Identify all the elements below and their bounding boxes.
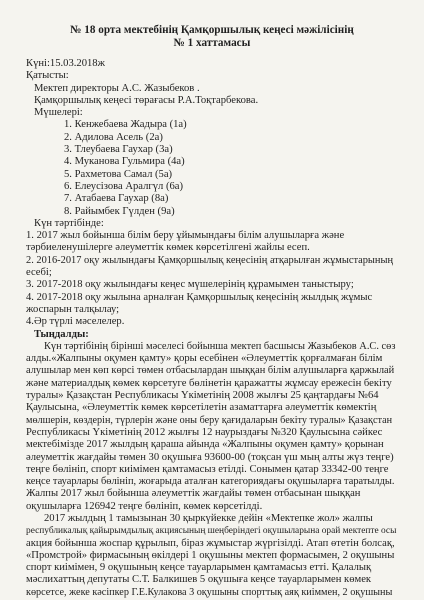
agenda-label: Күн тәртібінде:: [34, 217, 104, 229]
paragraph-line: туралы» Қазақстан Республикасы Үкіметінің 2008 жылғы 25 қаңтардағы №64: [26, 390, 379, 402]
paragraph-line: кеңсе тауарлары бөлініп, жоғарыда аталған категориядағы оқушыларға таратылды.: [26, 476, 395, 488]
paragraph-1: [26, 341, 398, 513]
agenda-line: жоспарын талқылау;: [26, 303, 120, 315]
paragraph-line: республикалық қайырымдылық акциясының шеңберіндегі оқушыларына орай мектепте осы: [26, 526, 397, 537]
agenda-line: 2. 2016-2017 оқу жылындағы Қамқоршылық кеңесінің атқарылған жұмыстарының: [26, 254, 394, 266]
document-subtitle: № 1 хаттамасы: [173, 37, 251, 49]
paragraph-line: Республикасы Үкіметінің 2012 жылғы 12 наурыздағы №320 Қаулысына сәйкес: [26, 426, 383, 438]
paragraph-line: алушылар мен көп көрсі төмен отбасылардан шыққан білім алушыларға қаржылай: [26, 365, 395, 377]
document-title: № 18 орта мектебінің Қамқоршылық кеңесі мәжілісінің: [70, 24, 354, 36]
heard-label: Тыңдалды:: [34, 328, 89, 340]
paragraph-line: алды.«Жалпыны оқумен қамту» қоры есебінен «Әлеуметтік қорғалмаған білім: [26, 353, 383, 365]
attendees-label: Қатысты:: [26, 70, 69, 82]
members-label: Мүшелері:: [34, 107, 83, 119]
members-list: [26, 119, 398, 217]
paragraph-2: [26, 513, 398, 599]
agenda-line: 1. 2017 жыл бойынша білім беру ұйымындағы білім алушыларға және: [26, 230, 345, 242]
paragraph-line: көрсетсе, жеке кәсіпкер Г.Е.Кулакова 3 оқушыны спорттық аяқ киіммен, 2 оқушыны: [26, 586, 393, 598]
paragraph-line: Жалпы 2017 жыл бойынша әлеуметтік жағдайы төмен отбасынан шыққан: [26, 488, 361, 500]
agenda-line: 4.Әр түрлі мәселелер.: [26, 316, 125, 328]
agenda-line: 4. 2017-2018 оқу жылына арналған Қамқоршылық кеңесінің жылдық жұмыс: [26, 291, 373, 303]
paragraph-line: акция бойынша жоспар құрылып, біраз жұмыстар жүргізілді. Атап өтетін болсақ,: [26, 537, 395, 549]
member-item: 2. Адилова Асель (2а): [64, 131, 163, 143]
paragraph-line: мәслихаттың депутаты С.Т. Балкишев 5 оқушыға кеңсе тауарларымен көмек: [26, 574, 372, 586]
agenda-line: есебі;: [26, 267, 52, 279]
agenda-line: тәрбиеленушілерге әлеуметтік көмек көрсетілгені жайлы есеп.: [26, 242, 310, 254]
paragraph-line: Қаулысына, «Әлеуметтік көмек көрсетілетін азаматтарға әлеуметтік көмектің: [26, 402, 377, 414]
paragraph-line: мектебімізде 2017 жылдың қараша айында «Жалпыны оқумен қамту» қорынан: [26, 439, 384, 451]
member-item: 8. Райымбек Гүлден (9а): [64, 205, 175, 217]
paragraph-line: әлеуметтік жағдайы төмен 30 оқушыға 93600-00 (тоқсан үш мың алты жүз теңге): [26, 451, 394, 463]
paragraph-line: мөлшерін, көздерін, түрлерін және оны беру қағидаларын бекіту туралы» Қазақстан: [26, 414, 393, 426]
member-item: 3. Тлеубаева Гаухар (3а): [64, 144, 173, 156]
paragraph-line: 2017 жылдың 1 тамызынан 30 қыркүйекке дейін «Мектепке жол» жалпы: [44, 512, 373, 524]
member-item: 1. Кенжебаева Жадыра (1а): [64, 119, 187, 131]
paragraph-line: теңге бөлініп, спорт киімімен қамтамасыз етілді. Сонымен қатар 33342-00 теңге: [26, 463, 389, 475]
paragraph-line: спорт киімімен, 9 оқушының кеңсе тауарларымен қамтамасыз етті. Қалалық: [26, 562, 372, 574]
meeting-date: Күні:15.03.2018ж: [26, 58, 105, 69]
member-item: 7. Атабаева Гаухар (8а): [64, 193, 169, 205]
member-item: 6. Елеусізова Аралгүл (6а): [64, 180, 184, 192]
chair-line: Қамқоршылық кеңесі төрағасы Р.А.Тоқтарбекова.: [34, 94, 259, 106]
agenda-list: [26, 230, 398, 328]
paragraph-line: оқушыларға 126942 теңге бөлініп, көмек көрсетілді.: [26, 500, 263, 512]
member-item: 4. Муканова Гульмира (4а): [64, 156, 185, 168]
paragraph-line: Күн тәртібінің бірінші мәселесі бойынша мектеп басшысы Жазыбеков А.С. сөз: [44, 340, 396, 352]
member-item: 5. Рахметова Самал (5а): [64, 168, 173, 180]
paragraph-line: және материалдық көмек көрсетуге бөлінетін қаражатты жұмсау ережесін бекіту: [26, 377, 392, 389]
agenda-line: 3. 2017-2018 оқу жылындағы кеңес мүшелерінің құрамымен таныстыру;: [26, 279, 354, 291]
paragraph-line: «Промстрой» фирмасының өкілдері 1 оқушыны мектеп формасымен, 2 оқушыны: [26, 549, 395, 561]
director-line: Мектеп директоры А.С. Жазыбеков .: [34, 82, 200, 94]
